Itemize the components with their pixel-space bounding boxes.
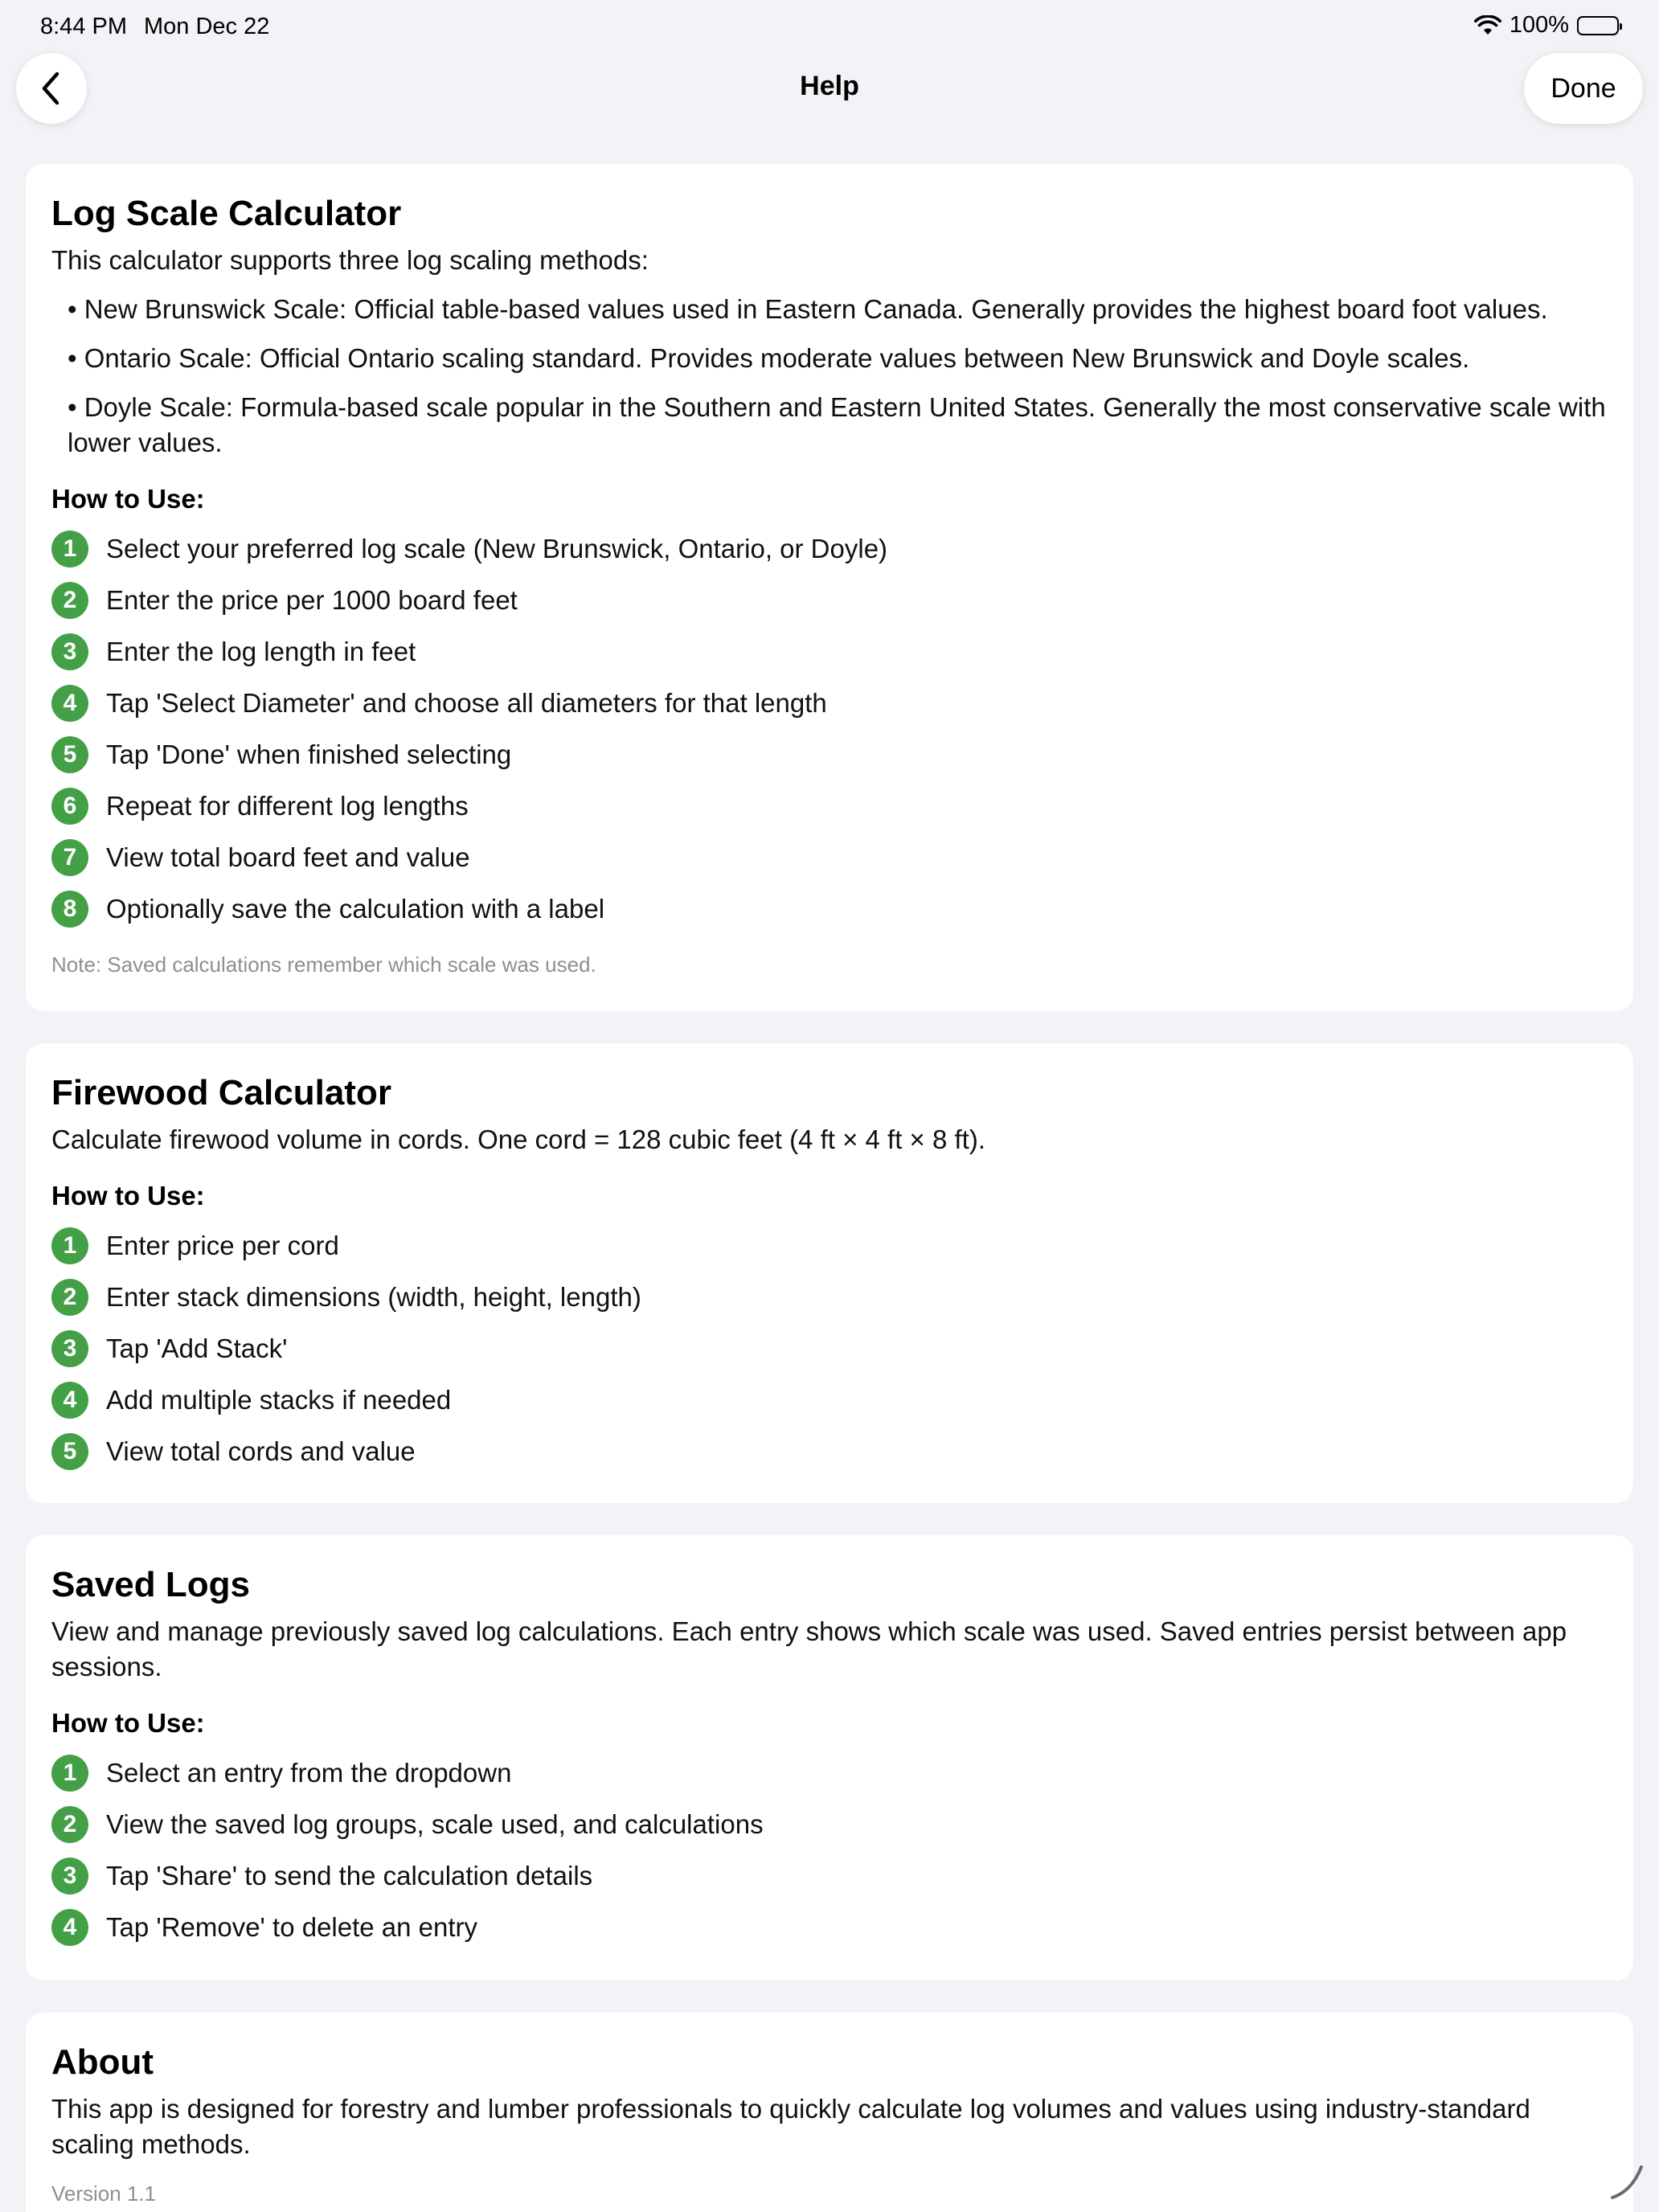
step-number-badge: 6 xyxy=(51,788,88,825)
step-number-badge: 7 xyxy=(51,839,88,876)
step-number-badge: 1 xyxy=(51,1227,88,1264)
step-number-badge: 2 xyxy=(51,582,88,619)
section-note: Note: Saved calculations remember which scale was used. xyxy=(51,952,596,977)
step-number-badge: 3 xyxy=(51,1858,88,1895)
step-text: Tap 'Share' to send the calculation details xyxy=(106,1861,593,1890)
how-to-heading: How to Use: xyxy=(51,1708,205,1738)
status-bar xyxy=(0,0,1659,51)
steps-list xyxy=(51,1747,1608,1953)
step-number-badge: 8 xyxy=(51,891,88,928)
bullet-new-brunswick: • New Brunswick Scale: Official table-based values used in Eastern Canada. Generally provides the highest board foot values. xyxy=(68,294,1548,324)
wifi-icon xyxy=(1474,15,1501,36)
step-number-badge: 1 xyxy=(51,1755,88,1792)
step-text: Select an entry from the dropdown xyxy=(106,1758,512,1788)
version-label: Version 1.1 xyxy=(51,2181,157,2206)
section-intro: This calculator supports three log scaling methods: xyxy=(51,245,649,275)
step-text: Add multiple stacks if needed xyxy=(106,1385,452,1415)
step-text: Tap 'Done' when finished selecting xyxy=(106,739,512,769)
bullet-ontario: • Ontario Scale: Official Ontario scaling standard. Provides moderate values between New Brunswick and Doyle scales. xyxy=(68,343,1470,373)
step-text: View the saved log groups, scale used, and calculations xyxy=(106,1809,764,1839)
step-number-badge: 5 xyxy=(51,1433,88,1470)
status-time: 8:44 PM xyxy=(40,14,127,39)
status-indicators xyxy=(1474,12,1619,39)
step-item xyxy=(51,780,1608,832)
step-item xyxy=(51,729,1608,780)
step-number-badge: 3 xyxy=(51,1330,88,1367)
section-title: Saved Logs xyxy=(51,1565,250,1604)
step-number-badge: 2 xyxy=(51,1279,88,1316)
status-date: Mon Dec 22 xyxy=(144,14,270,39)
step-number-badge: 4 xyxy=(51,1909,88,1946)
firewood-card xyxy=(26,1043,1633,1503)
battery-icon xyxy=(1577,16,1619,35)
step-text: View total board feet and value xyxy=(106,842,470,872)
section-title: Log Scale Calculator xyxy=(51,194,402,233)
step-item xyxy=(51,1374,1608,1426)
step-item xyxy=(51,678,1608,729)
step-text: Tap 'Add Stack' xyxy=(106,1333,288,1363)
step-text: Enter the price per 1000 board feet xyxy=(106,585,518,615)
how-to-heading: How to Use: xyxy=(51,484,205,514)
step-item xyxy=(51,1747,1608,1799)
step-text: Tap 'Select Diameter' and choose all diameters for that length xyxy=(106,688,827,718)
how-to-heading: How to Use: xyxy=(51,1181,205,1210)
step-item xyxy=(51,1323,1608,1374)
step-text: Enter stack dimensions (width, height, length) xyxy=(106,1282,641,1312)
section-intro: View and manage previously saved log calculations. Each entry shows which scale was used. Saved entries persist between app sessions. xyxy=(51,1616,1567,1682)
battery-percent: 100% xyxy=(1509,12,1569,38)
step-number-badge: 5 xyxy=(51,736,88,773)
step-text: View total cords and value xyxy=(106,1436,416,1466)
step-number-badge: 4 xyxy=(51,1382,88,1419)
step-item xyxy=(51,1220,1608,1272)
about-card xyxy=(26,2013,1633,2212)
scroll-indicator-icon xyxy=(1608,2162,1648,2202)
step-number-badge: 2 xyxy=(51,1806,88,1843)
steps-list xyxy=(51,523,1608,935)
section-intro: This app is designed for forestry and lumber professionals to quickly calculate log volumes and values using industry-standard scaling methods. xyxy=(51,2094,1530,2159)
step-item xyxy=(51,883,1608,935)
step-item xyxy=(51,575,1608,626)
step-text: Tap 'Remove' to delete an entry xyxy=(106,1912,478,1942)
step-item xyxy=(51,832,1608,883)
section-intro: Calculate firewood volume in cords. One cord = 128 cubic feet (4 ft × 4 ft × 8 ft). xyxy=(51,1124,986,1154)
done-button[interactable]: Done xyxy=(1524,53,1643,124)
step-number-badge: 4 xyxy=(51,685,88,722)
step-text: Repeat for different log lengths xyxy=(106,791,469,821)
saved-logs-card xyxy=(26,1535,1633,1981)
step-text: Select your preferred log scale (New Brunswick, Ontario, or Doyle) xyxy=(106,534,888,563)
nav-bar xyxy=(0,51,1659,124)
step-number-badge: 1 xyxy=(51,530,88,567)
step-text: Enter the log length in feet xyxy=(106,637,416,666)
step-item xyxy=(51,523,1608,575)
section-title: Firewood Calculator xyxy=(51,1073,391,1112)
step-item xyxy=(51,1426,1608,1477)
step-text: Enter price per cord xyxy=(106,1231,339,1260)
step-item xyxy=(51,1799,1608,1850)
steps-list xyxy=(51,1220,1608,1477)
log-scale-card xyxy=(26,164,1633,1011)
page-title: Help xyxy=(800,71,859,101)
step-item xyxy=(51,626,1608,678)
step-item xyxy=(51,1850,1608,1902)
step-number-badge: 3 xyxy=(51,633,88,670)
step-item xyxy=(51,1272,1608,1323)
step-text: Optionally save the calculation with a label xyxy=(106,894,605,924)
section-title: About xyxy=(51,2042,154,2082)
step-item xyxy=(51,1902,1608,1953)
bullet-doyle: • Doyle Scale: Formula-based scale popular in the Southern and Eastern United States. Generally the most conservative scale with lower values. xyxy=(68,392,1606,457)
